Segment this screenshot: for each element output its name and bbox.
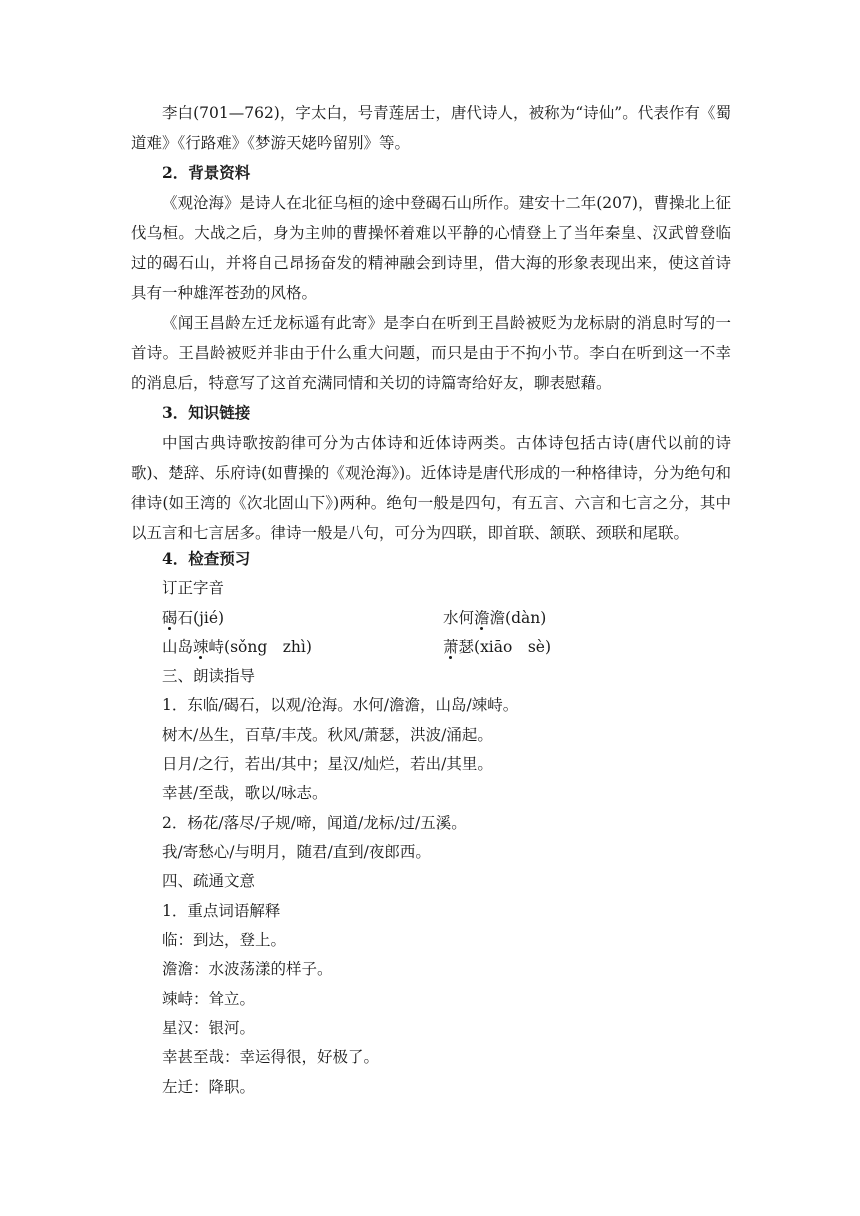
vocab-item: 澹澹：水波荡漾的样子。	[162, 960, 333, 978]
knowledge-paragraph: 中国古典诗歌按韵律可分为古体诗和近体诗两类。古体诗包括古诗(唐代以前的诗歌)、楚辞、乐府诗(如曹操的《观沧海》)。近体诗是唐代形成的一种格律诗，分为绝句和律诗(如王湾的《次北固山下》)两种。绝句一般是四句，有五言、六言和七言之分，其中以五言和七言居多。律诗一般是八句，可分为四联，即首联、颔联、颈联和尾联。	[131, 434, 731, 542]
reading-line: 日月/之行，若出/其中；星汉/灿烂，若出/其里。	[162, 755, 493, 773]
vocab-item: 幸甚至哉：幸运得很，好极了。	[162, 1048, 380, 1066]
vocab-item: 临：到达，登上。	[162, 931, 287, 949]
reading-line: 2．杨花/落尽/子规/啼，闻道/龙标/过/五溪。	[162, 814, 467, 832]
pronunciation-item: 水何澹澹(dàn)	[443, 609, 547, 627]
vocab-item: 竦峙：耸立。	[162, 990, 256, 1008]
section-heading-meaning: 四、疏通文意	[162, 872, 256, 890]
section-heading-preview: 4．检查预习	[162, 549, 251, 568]
reading-line: 树木/丛生，百草/丰茂。秋风/萧瑟，洪波/涌起。	[162, 726, 493, 744]
background-paragraph-1: 《观沧海》是诗人在北征乌桓的途中登碣石山所作。建安十二年(207)，曹操北上征伐乌桓。大战之后，身为主帅的曹操怀着难以平静的心情登上了当年秦皇、汉武曾登临过的碣石山，并将自己昂扬奋发的精神融会到诗里，借大海的形象表现出来，使这首诗具有一种雄浑苍劲的风格。	[131, 194, 731, 302]
vocab-item: 星汉：银河。	[162, 1019, 256, 1037]
section-heading-reading: 三、朗读指导	[162, 667, 256, 685]
pronunciation-item: 山岛竦峙(sǒng zhì)	[162, 638, 312, 656]
pronunciation-heading: 订正字音	[162, 579, 225, 597]
reading-line: 我/寄愁心/与明月，随君/直到/夜郎西。	[162, 843, 431, 861]
vocab-item: 左迁：降职。	[162, 1078, 256, 1096]
pronunciation-item: 萧瑟(xiāo sè)	[443, 638, 552, 656]
pronunciation-item: 碣石(jié)	[162, 609, 225, 627]
section-heading-knowledge: 3．知识链接	[162, 403, 251, 422]
section-heading-background: 2．背景资料	[162, 163, 251, 182]
reading-line: 1．东临/碣石，以观/沧海。水何/澹澹，山岛/竦峙。	[162, 696, 519, 714]
vocab-heading: 1．重点词语解释	[162, 902, 281, 920]
author-intro-paragraph: 李白(701—762)，字太白，号青莲居士，唐代诗人，被称为“诗仙”。代表作有《蜀道难》《行路难》《梦游天姥吟留别》等。	[131, 104, 731, 152]
background-paragraph-2: 《闻王昌龄左迁龙标遥有此寄》是李白在听到王昌龄被贬为龙标尉的消息时写的一首诗。王昌龄被贬并非由于什么重大问题，而只是由于不拘小节。李白在听到这一不幸的消息后，特意写了这首充满同情和关切的诗篇寄给好友，聊表慰藉。	[131, 314, 731, 392]
reading-line: 幸甚/至哉，歌以/咏志。	[162, 784, 328, 802]
